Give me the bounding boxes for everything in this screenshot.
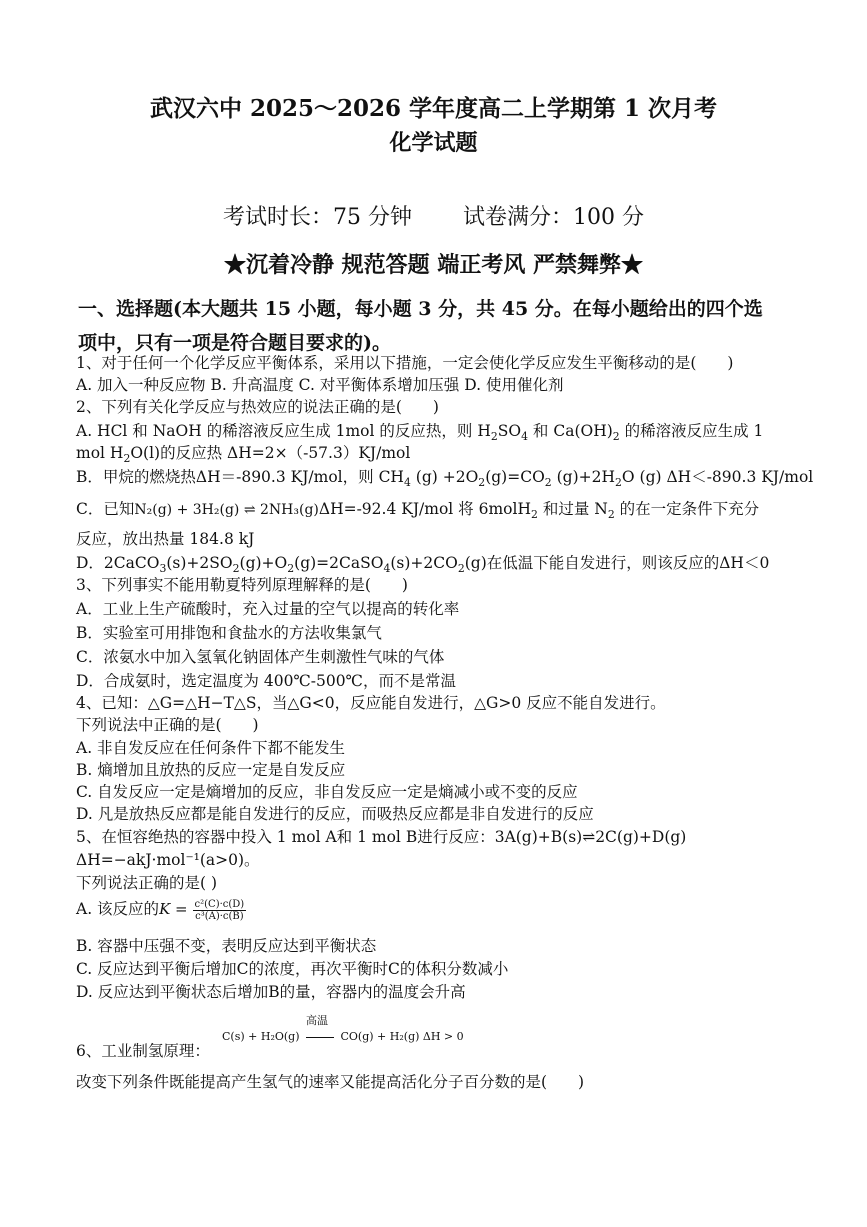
q5-stem-3: 下列说法正确的是( ) [76,874,218,892]
q4-stem-2: 下列说法中正确的是( ) [76,716,259,734]
q2-option-d: D．$2CaCO_3(s)+2SO_2(g)+O_2(g)=2CaSO_4(s)+2CO_2(g)$在低温下能自发进行，则该反应的ΔH＜0 [76,554,770,576]
q5-k-denominator: c³(A)·c(B) [195,910,244,922]
exam-subtitle: 化学试题 [389,130,478,156]
section-heading [78,292,798,360]
q2-stem: 2、下列有关化学反应与热效应的说法正确的是( ) [76,398,439,416]
exam-info [0,200,867,231]
q2-option-c-line-2: 反应，放出热量 184.8 kJ [76,530,255,548]
exam-full-score: 试卷满分：100 分 [463,205,644,230]
q5-option-b: B. 容器中压强不变，表明反应达到平衡状态 [76,937,377,955]
q4-option-a: A. 非自发反应在任何条件下都不能发生 [76,739,346,757]
q6-stem: 6、工业制氢原理： [76,1042,210,1060]
q5-option-a: A. 该反应的K = $\frac{\text{c²(C)·c(D)}}{\text{c³(A)·c(B)}}$ [76,898,245,922]
q5-k-fraction [193,899,247,922]
q6-equation-right: CO(g) + H₂(g) ΔH > 0 [340,1030,464,1043]
q1-options: A. 加入一种反应物 B. 升高温度 C. 对平衡体系增加压强 D. 使用催化剂 [76,376,564,394]
q4-option-c: C. 自发反应一定是熵增加的反应，非自发反应一定是熵减小或不变的反应 [76,783,578,801]
q2-option-a-line-1: A. HCl 和 NaOH 的稀溶液反应生成 1mol 的反应热，则 $H_2SO_4$ 和 $Ca(OH)_2$ 的稀溶液反应生成 1 [76,422,764,444]
q4-option-d: D. 凡是放热反应都是能自发进行的反应，而吸热反应都是非自发进行的反应 [76,805,594,823]
q2-option-c: C．已知N₂(g) + 3H₂(g) ⇌ 2NH₃(g)ΔH=-92.4 KJ/mol 将 6molH$_2$ 和过量 $N_2$ 的在一定条件下充分 [76,500,760,522]
q1-stem: 1、对于任何一个化学反应平衡体系，采用以下措施，一定会使化学反应发生平衡移动的是( ) [76,354,734,372]
q2-c-equation: N₂(g) + 3H₂(g) ⇌ 2NH₃(g) [134,502,319,518]
section-heading-line-2: 项中，只有一项是符合题目要求的)。 [78,332,391,354]
q4-stem: 4、已知：△G=△H−T△S，当△G<0，反应能自发进行，△G>0 反应不能自发进行。 [76,694,666,712]
section-heading-line-1: 一、选择题(本大题共 15 小题，每小题 3 分，共 45 分。在每小题给出的四个选 [78,298,763,320]
q5-k-numerator: c²(C)·c(D) [194,898,245,910]
q2-option-b: B．甲烷的燃烧热ΔH＝-890.3 KJ/mol，则 $CH_4$ $(g) +2O_2(g)=CO_2$ $(g)+2H_2O$ (g) ΔH＜-890.3 KJ/mol [76,468,814,490]
q3-stem: 3、下列事实不能用勒夏特列原理解释的是( ) [76,576,408,594]
exam-title: 武汉六中 2025～2026 学年度高二上学期第 1 次月考 [149,95,718,122]
q2-option-a-line-2: mol $H_2O(l)$的反应热 ΔH=2×（-57.3）KJ/mol [76,444,411,466]
q6-condition: 高温 [306,1014,328,1027]
q4-option-b: B. 熵增加且放热的反应一定是自发反应 [76,761,346,779]
q5-option-d: D. 反应达到平衡状态后增加B的量，容器内的温度会升高 [76,983,466,1001]
q5-stem: 5、在恒容绝热的容器中投入 1 mol A和 1 mol B进行反应：3A(g)+B(s)⇌2C(g)+D(g) [76,828,687,846]
q3-option-d: D．合成氨时，选定温度为 400℃-500℃，而不是常温 [76,672,456,690]
q3-option-a: A．工业上生产硫酸时，充入过量的空气以提高的转化率 [76,600,460,618]
q3-option-c: C．浓氨水中加入氢氧化钠固体产生刺激性气味的气体 [76,648,445,666]
exam-duration: 考试时长：75 分钟 [223,205,412,230]
q6-stem-2: 改变下列条件既能提高产生氢气的速率又能提高活化分子百分数的是( ) [76,1073,585,1091]
q6-equation-left: C(s) + H₂O(g) [222,1030,300,1043]
q3-option-b: B．实验室可用排饱和食盐水的方法收集氯气 [76,624,382,642]
q5-k-symbol: K = [159,900,188,918]
exam-motto: ★沉着冷静 规范答题 端正考风 严禁舞弊★ [224,252,643,278]
q6-reaction-line [306,1037,334,1038]
q5-option-c: C. 反应达到平衡后增加C的浓度，再次平衡时C的体积分数减小 [76,960,509,978]
q5-stem-2: ΔH=−akJ·mol⁻¹(a>0)。 [76,851,260,869]
